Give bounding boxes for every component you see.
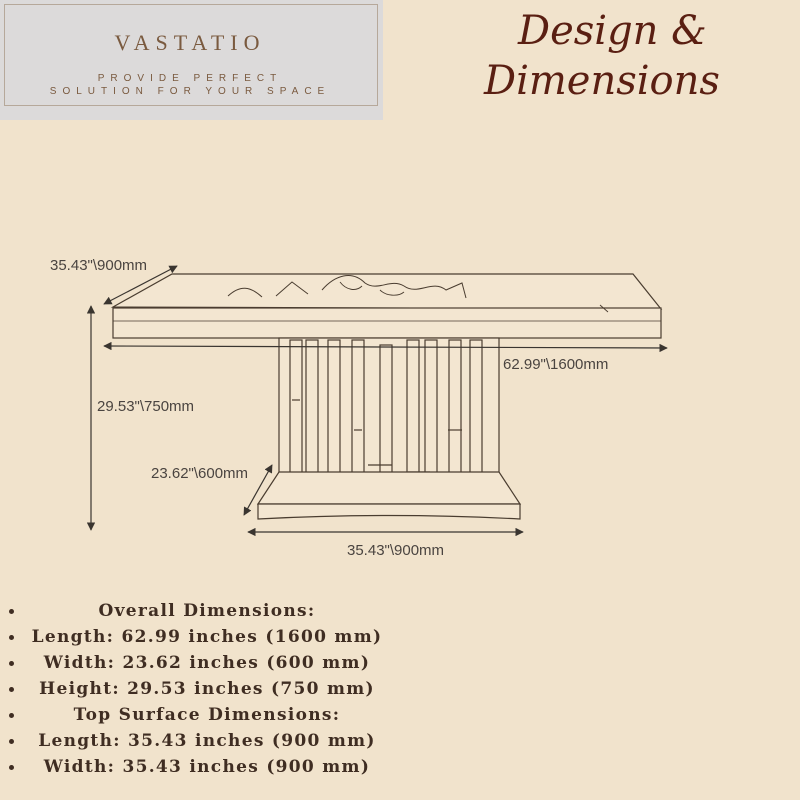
page-title-line1: Design & xyxy=(518,8,707,54)
spec-item-overall-length: Length: 62.99 inches (1600 mm) xyxy=(0,624,800,650)
brand-logo-text: VASTATIO xyxy=(114,30,266,55)
spec-item-overall-height: Height: 29.53 inches (750 mm) xyxy=(0,676,800,702)
label-height: 29.53"\750mm xyxy=(97,398,195,415)
spec-list xyxy=(0,598,800,780)
label-base-width: 35.43"\900mm xyxy=(347,542,445,559)
spec-item-overall-width: Width: 23.62 inches (600 mm) xyxy=(0,650,800,676)
spec-item-overall-heading: Overall Dimensions: xyxy=(0,598,800,624)
label-top-depth: 35.43"\900mm xyxy=(50,257,148,274)
spec-item-top-length: Length: 35.43 inches (900 mm) xyxy=(0,728,800,754)
tabletop xyxy=(113,274,661,338)
label-base-depth: 23.62"\600mm xyxy=(151,465,249,482)
brand-tagline-line1: PROVIDE PERFECT xyxy=(97,73,283,84)
page-title-line2: Dimensions xyxy=(484,58,720,104)
spec-item-top-heading: Top Surface Dimensions: xyxy=(0,702,800,728)
spec-item-top-width: Width: 35.43 inches (900 mm) xyxy=(0,754,800,780)
table-base-plinth xyxy=(258,472,520,519)
label-length: 62.99"\1600mm xyxy=(503,356,609,373)
brand-tagline-line2: SOLUTION FOR YOUR SPACE xyxy=(49,86,331,97)
